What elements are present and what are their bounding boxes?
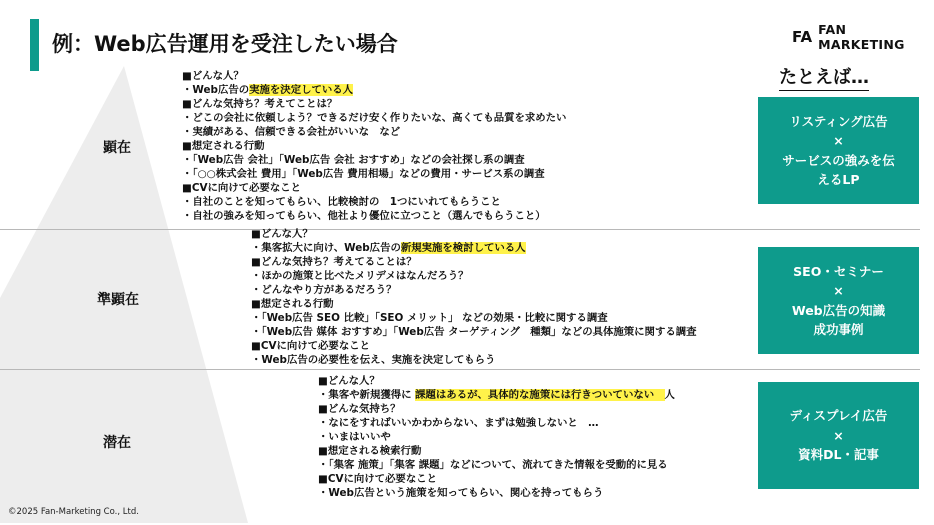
logo-text: FAN MARKETING	[818, 22, 905, 52]
highlighted-text: 新規実施を検討している人	[400, 241, 526, 254]
example-card-listing	[758, 97, 919, 204]
line-text: ・集客拡大に向け、Web広告の	[251, 241, 401, 254]
tier-label-kenzai: 顕在	[103, 140, 131, 156]
tier-0-line	[182, 98, 566, 112]
card-line: ×	[833, 427, 844, 443]
line-text: ■どんな気持ち？考えてることは？	[251, 255, 417, 268]
line-text: ・「○○株式会社 費用」「Web広告 費用相場」などの費用・サービス系の調査	[182, 167, 545, 180]
line-text: ■どんな気持ち？考えてことは？	[182, 97, 338, 110]
card-line: 資料DL・記事	[798, 447, 879, 463]
line-text: ・「Web広告 会社」「Web広告 会社 おすすめ」などの会社探し系の調査	[182, 153, 525, 166]
line-text: ・実績がある、信頼できる会社がいいな など	[182, 125, 401, 138]
tier-0-line	[182, 168, 566, 182]
example-card-seo	[758, 247, 919, 354]
card-line: 成功事例	[813, 322, 864, 337]
tier-1-line	[251, 242, 697, 256]
tier-kenzai-details	[182, 70, 566, 223]
card-line: リスティング広告	[789, 113, 888, 129]
tier-1-line	[251, 298, 697, 312]
tier-2-line	[318, 403, 675, 417]
tier-0-line	[182, 196, 566, 210]
tier-2-line	[318, 445, 675, 459]
line-text: ・集客や新規獲得に	[318, 388, 416, 401]
line-text: ・Web広告という施策を知ってもらい、関心を持ってもらう	[318, 486, 604, 499]
line-text: ・どんなやり方があるだろう？	[251, 283, 397, 296]
line-text: ■どんな人？	[318, 375, 380, 387]
line-text: ■どんな人？	[251, 228, 313, 240]
logo-mark-icon: FA	[792, 28, 813, 46]
line-text: ・いまはいいや	[318, 430, 391, 443]
example-heading: たとえば…	[779, 63, 869, 91]
line-text: ・自社のことを知ってもらい、比較検討の 1つにいれてもらうこと	[182, 195, 501, 208]
tier-0-line	[182, 112, 566, 126]
tier-0-line	[182, 70, 566, 84]
tier-2-line	[318, 389, 675, 403]
tier-label-junkenzai: 準顕在	[97, 292, 139, 308]
tier-2-line	[318, 417, 675, 431]
card-line: サービスの強みを伝	[782, 152, 895, 168]
line-text: ・なにをすればいいかわからない、まずは勉強しないと …	[318, 416, 599, 429]
line-text: ■CVに向けて必要なこと	[318, 472, 437, 485]
tier-2-line	[318, 459, 675, 473]
tier-2-line	[318, 431, 675, 445]
tier-0-line	[182, 126, 566, 140]
tier-1-line	[251, 326, 697, 340]
tier-1-line	[251, 340, 697, 354]
line-text: ・どこの会社に依頼しよう？できるだけ安く作りたいな、高くても品質を求めたい	[182, 111, 567, 124]
tier-1-line	[251, 256, 697, 270]
line-text: ・ほかの施策と比べたメリデメはなんだろう？	[251, 269, 469, 282]
tier-2-line	[318, 375, 675, 389]
tier-2-line	[318, 487, 675, 501]
tier-1-line	[251, 354, 697, 368]
line-text: ■想定される行動	[182, 139, 265, 152]
line-text: ・Web広告の必要性を伝え、実施を決定してもらう	[251, 353, 496, 366]
tier-0-line	[182, 210, 566, 224]
tier-1-line	[251, 312, 697, 326]
copyright-footer: ©2025 Fan-Marketing Co., Ltd.	[8, 507, 139, 517]
line-text: ・「Web広告 媒体 おすすめ」「Web広告 ターゲティング 種類」などの具体施策に関する調査	[251, 325, 697, 338]
card-line: ×	[833, 283, 844, 298]
line-text-after: 人	[664, 388, 675, 401]
tier-label-senzai: 潜在	[103, 435, 131, 451]
line-text: ■どんな人？	[182, 70, 244, 82]
tier-0-line	[182, 140, 566, 154]
line-text: ・自社の強みを知ってもらい、他社より優位に立つこと（選んでもらうこと）	[182, 209, 546, 222]
card-line: えるLP	[817, 172, 860, 187]
line-text: ■CVに向けて必要なこと	[251, 339, 370, 352]
tier-junkenzai-details	[251, 228, 697, 368]
line-text: ・「集客 施策」「集客 課題」などについて、流れてきた情報を受動的に見る	[318, 458, 668, 471]
tier-1-line	[251, 284, 697, 298]
tier-2-line	[318, 473, 675, 487]
line-text: ■想定される検索行動	[318, 444, 422, 457]
tier-0-line	[182, 182, 566, 196]
line-text: ■CVに向けて必要なこと	[182, 181, 301, 194]
highlighted-text: 課題はあるが、具体的な施策には行きついていない	[415, 388, 665, 401]
tier-0-line	[182, 154, 566, 168]
highlighted-text: 実施を決定している人	[249, 83, 354, 96]
line-text: ・Web広告の	[182, 83, 250, 96]
line-text: ・「Web広告 SEO 比較」「SEO メリット」 などの効果・比較に関する調査	[251, 311, 608, 324]
card-line: Web広告の知識	[791, 302, 886, 318]
tier-0-line	[182, 84, 566, 98]
tier-1-line	[251, 270, 697, 284]
tier-1-line	[251, 228, 697, 242]
card-line: SEO・セミナー	[793, 263, 884, 279]
line-text: ■どんな気持ち？	[318, 402, 401, 415]
tier-senzai-details	[318, 375, 675, 501]
example-card-display	[758, 382, 919, 489]
slide-title: 例：Web広告運用を受注したい場合	[52, 32, 398, 56]
line-text: ■想定される行動	[251, 297, 334, 310]
card-line: ×	[833, 133, 844, 148]
tier-separator-2	[0, 369, 920, 370]
card-line: ディスプレイ広告	[789, 408, 888, 424]
